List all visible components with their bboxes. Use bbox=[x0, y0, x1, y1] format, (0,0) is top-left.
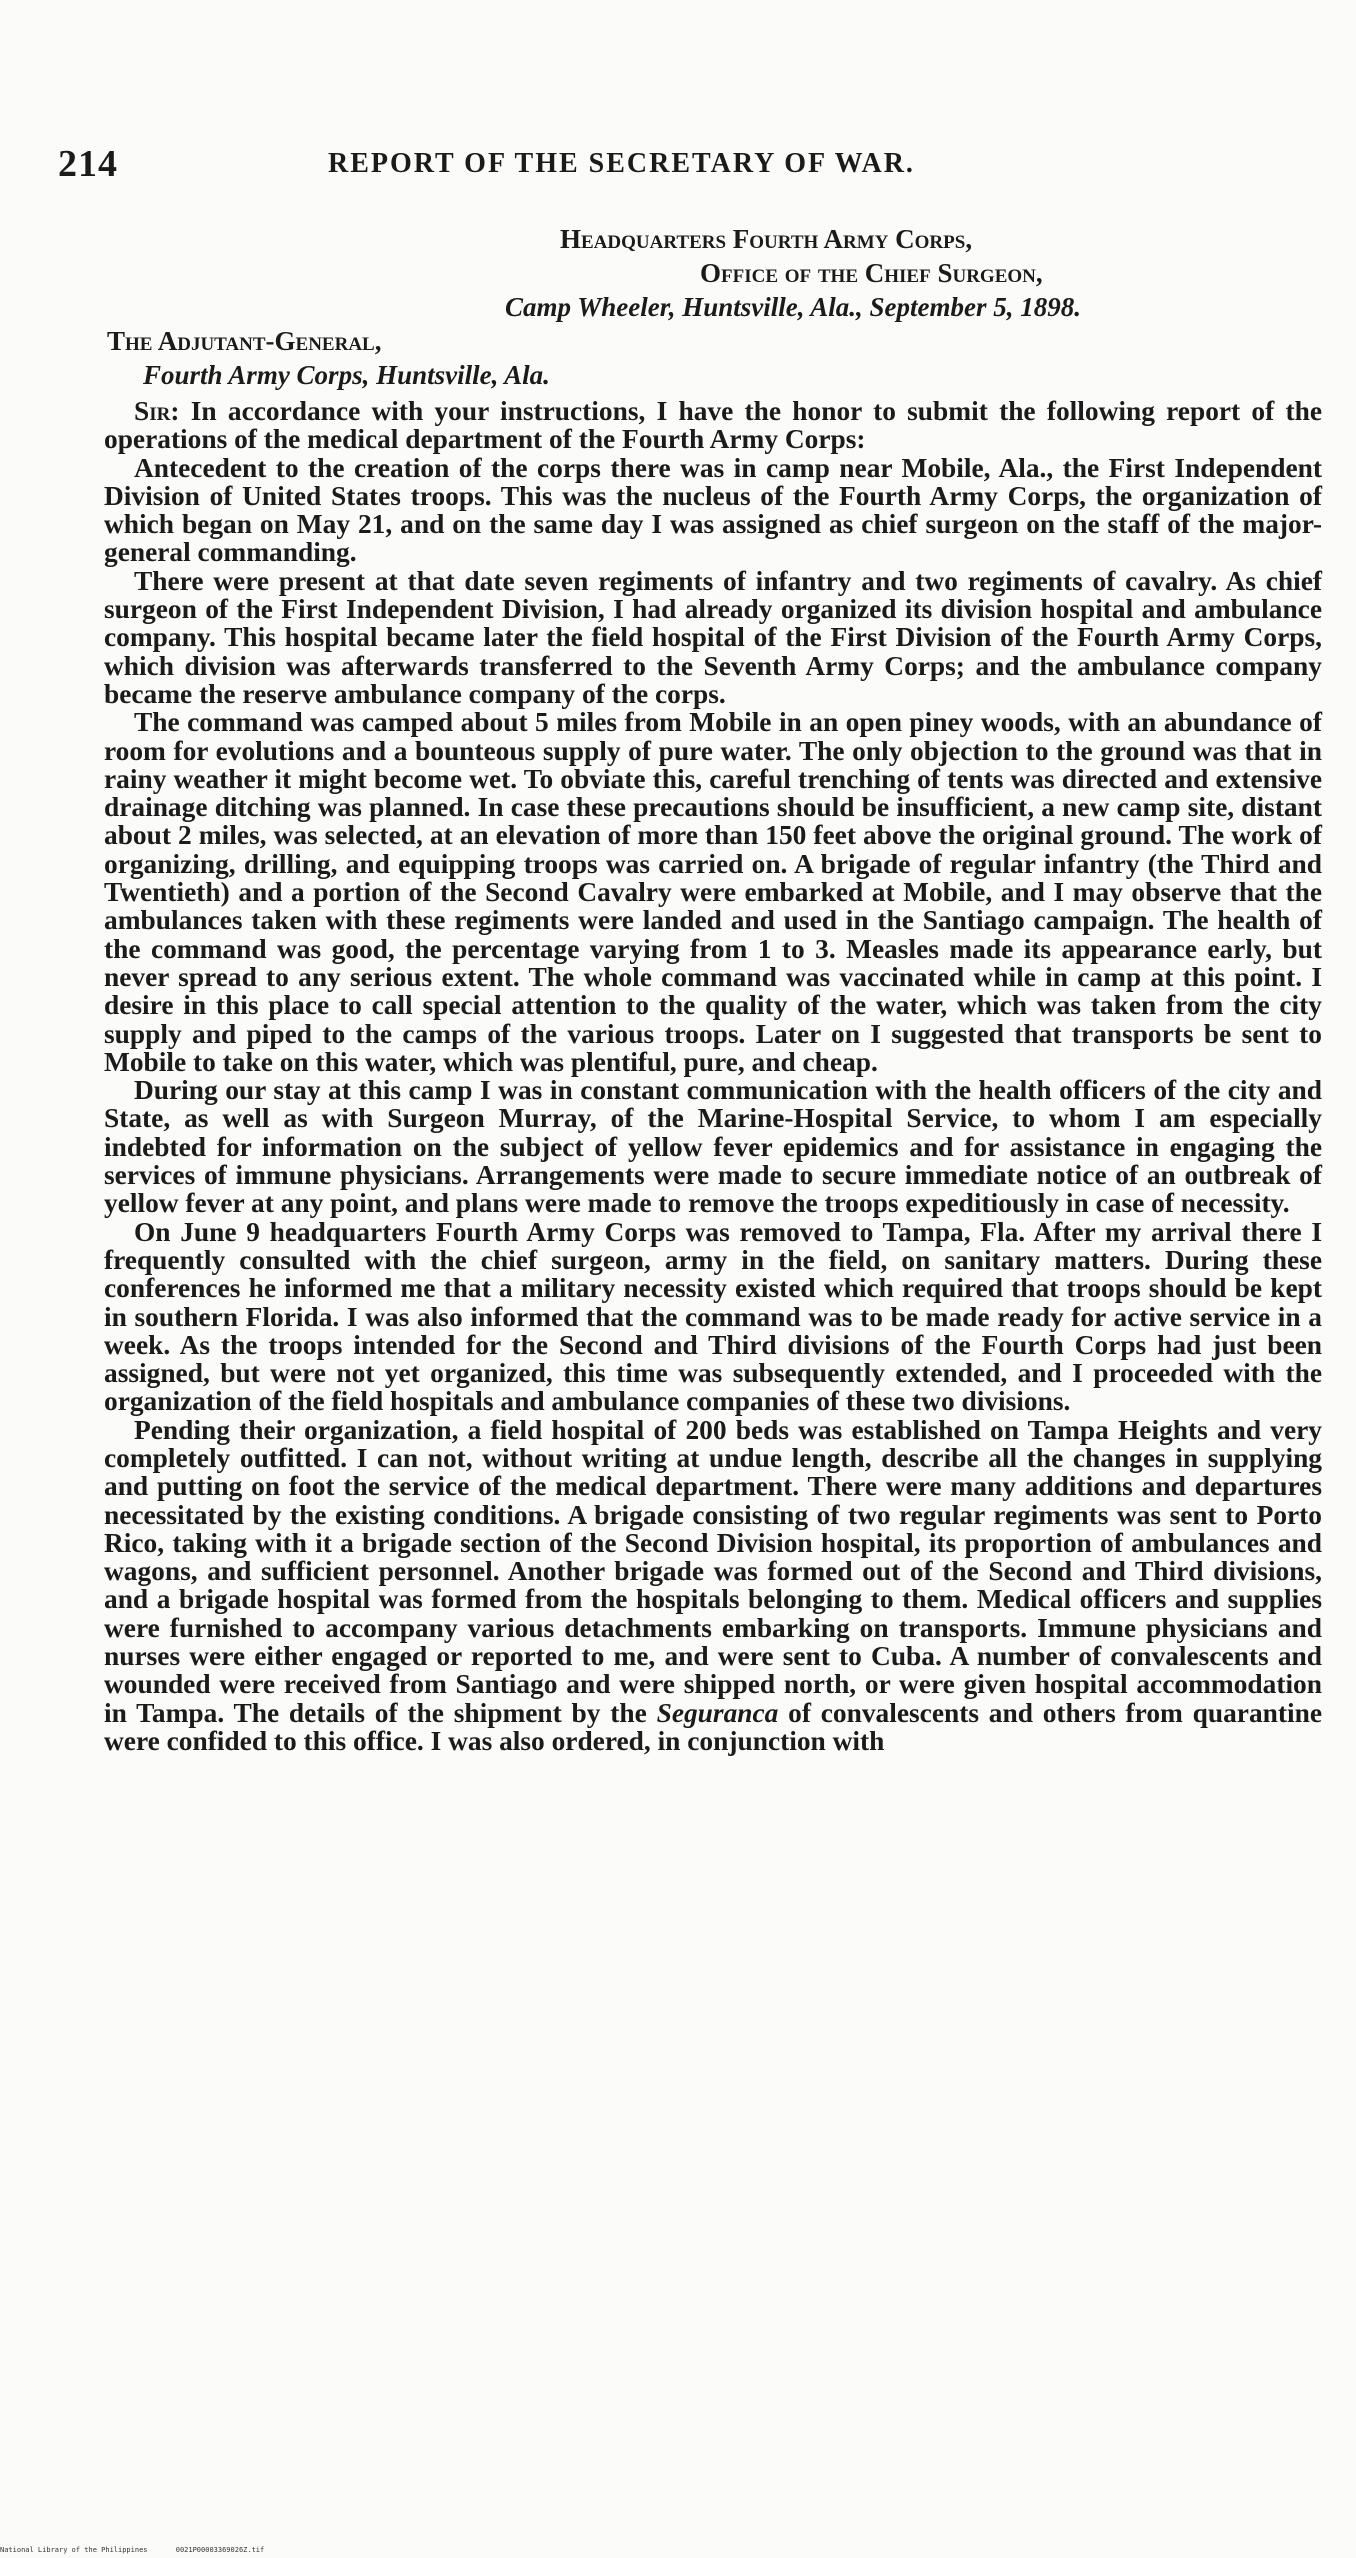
paragraph-3: There were present at that date seven regiments of infantry and two regiments of cavalry. As chief surgeon of the First Independent Division, I had already organized its division hospital and ambulance company. This hospital became later the field hospital of the First Division of the Fourth Army Corps, which division was afterwards transferred to the Seventh Army Corps; and the ambulance company became the reserve ambulance company of the corps. bbox=[104, 565, 1322, 709]
letterhead bbox=[500, 222, 1300, 324]
paragraph-7 bbox=[104, 1416, 1322, 1756]
page-number: 214 bbox=[58, 143, 118, 185]
addressee-line-2: Fourth Army Corps, Huntsville, Ala. bbox=[143, 360, 550, 390]
salutation: Sir: bbox=[134, 396, 180, 426]
report-body bbox=[104, 397, 1322, 1755]
letterhead-line-2: Office of the Chief Surgeon, bbox=[700, 258, 1043, 288]
paragraph-4: The command was camped about 5 miles from Mobile in an open piney woods, with an abundance of room for evolutions and a bounteous supply of pure water. The only objection to the ground was that in rainy weather it might become wet. To obviate this, careful trenching of tents was directed and extensive drainage ditching was planned. In case these precautions should be insufficient, a new camp site, distant about 2 miles, was selected, at an elevation of more than 150 feet above the original ground. The work of organizing, drilling, and equipping troops was carried on. A brigade of regular infantry (the Third and Twentieth) and a portion of the Second Cavalry were embarked at Mobile, and I may observe that the ambulances taken with these regiments were landed and used in the Santiago campaign. The health of the command was good, the percentage varying from 1 to 3. Measles made its appearance early, but never spread to any serious extent. The whole command was vaccinated while in camp at this point. I desire in this place to call special attention to the quality of the water, which was taken from the city supply and piped to the camps of the various troops. Later on I suggested that transports be sent to Mobile to take on this water, which was plentiful, pure, and cheap. bbox=[104, 707, 1322, 1077]
addressee-line-1: The Adjutant-General, bbox=[107, 326, 382, 356]
letterhead-dateline: Camp Wheeler, Huntsville, Ala., September 5, 1898. bbox=[505, 292, 1082, 322]
addressee-block bbox=[107, 324, 1007, 392]
paragraph-5: During our stay at this camp I was in constant communication with the health officers of the city and State, as well as with Surgeon Murray, of the Marine-Hospital Service, to whom I am especially indebted for information on the subject of yellow fever epidemics and for assistance in engaging the services of immune physicians. Arrangements were made to secure immediate notice of an outbreak of yellow fever at any point, and plans were made to remove the troops expeditiously in case of necessity. bbox=[104, 1075, 1322, 1219]
paragraph-salutation bbox=[104, 397, 1322, 454]
footer-file-id: 0021P00003369026Z.tif bbox=[175, 2546, 265, 2554]
paragraph-7-part-a: Pending their organization, a field hospital of 200 beds was established on Tampa Heights and very completely outfitted. I can not, without writing at undue length, describe all the changes in supplying and putting on foot the service of the medical department. There were many additions and departures necessitated by the existing conditions. A brigade consisting of two regular regiments was sent to Porto Rico, taking with it a brigade section of the Second Division hospital, its proportion of ambulances and wagons, and sufficient personnel. Another brigade was formed out of the Second and Third divisions, and a brigade hospital was formed from the hospitals belonging to them. Medical officers and supplies were furnished to accompany various detachments embarking on transports. Immune physicians and nurses were either engaged or reported to me, and were sent to Cuba. A number of convalescents and wounded were received from Santiago and were shipped north, or were given hospital accommodation in Tampa. The details of the shipment by the bbox=[104, 1414, 1322, 1728]
paragraph-2: Antecedent to the creation of the corps there was in camp near Mobile, Ala., the First Independent Division of United States troops. This was the nucleus of the Fourth Army Corps, the organization of which began on May 21, and on the same day I was assigned as chief surgeon on the staff of the major-general commanding. bbox=[104, 452, 1322, 568]
paragraph-6: On June 9 headquarters Fourth Army Corps was removed to Tampa, Fla. After my arrival there I frequently consulted with the chief surgeon, army in the field, on sanitary matters. During these conferences he informed me that a military necessity existed which required that troops should be kept in southern Florida. I was also informed that the command was to be made ready for active service in a week. As the troops intended for the Second and Third divisions of the Fourth Corps had just been assigned, but were not yet organized, this time was subsequently extended, and I proceeded with the organization of the field hospitals and ambulance companies of these two divisions. bbox=[104, 1216, 1322, 1417]
paragraph-1-text: In accordance with your instructions, I have the honor to submit the following report of the operations of the medical department of the Fourth Army Corps: bbox=[104, 396, 1322, 455]
letterhead-line-1: Headquarters Fourth Army Corps, bbox=[560, 224, 973, 254]
paragraph-7-part-b: of convalescents and others from quarantine were confided to this office. I was also ordered, in conjunction with bbox=[104, 1697, 1322, 1756]
footer-library: National Library of the Philippines bbox=[0, 2546, 148, 2554]
running-title: REPORT OF THE SECRETARY OF WAR. bbox=[328, 148, 915, 179]
page-header bbox=[58, 142, 1318, 192]
ship-name: Seguranca bbox=[656, 1697, 779, 1728]
scan-footer bbox=[0, 2546, 1356, 2558]
